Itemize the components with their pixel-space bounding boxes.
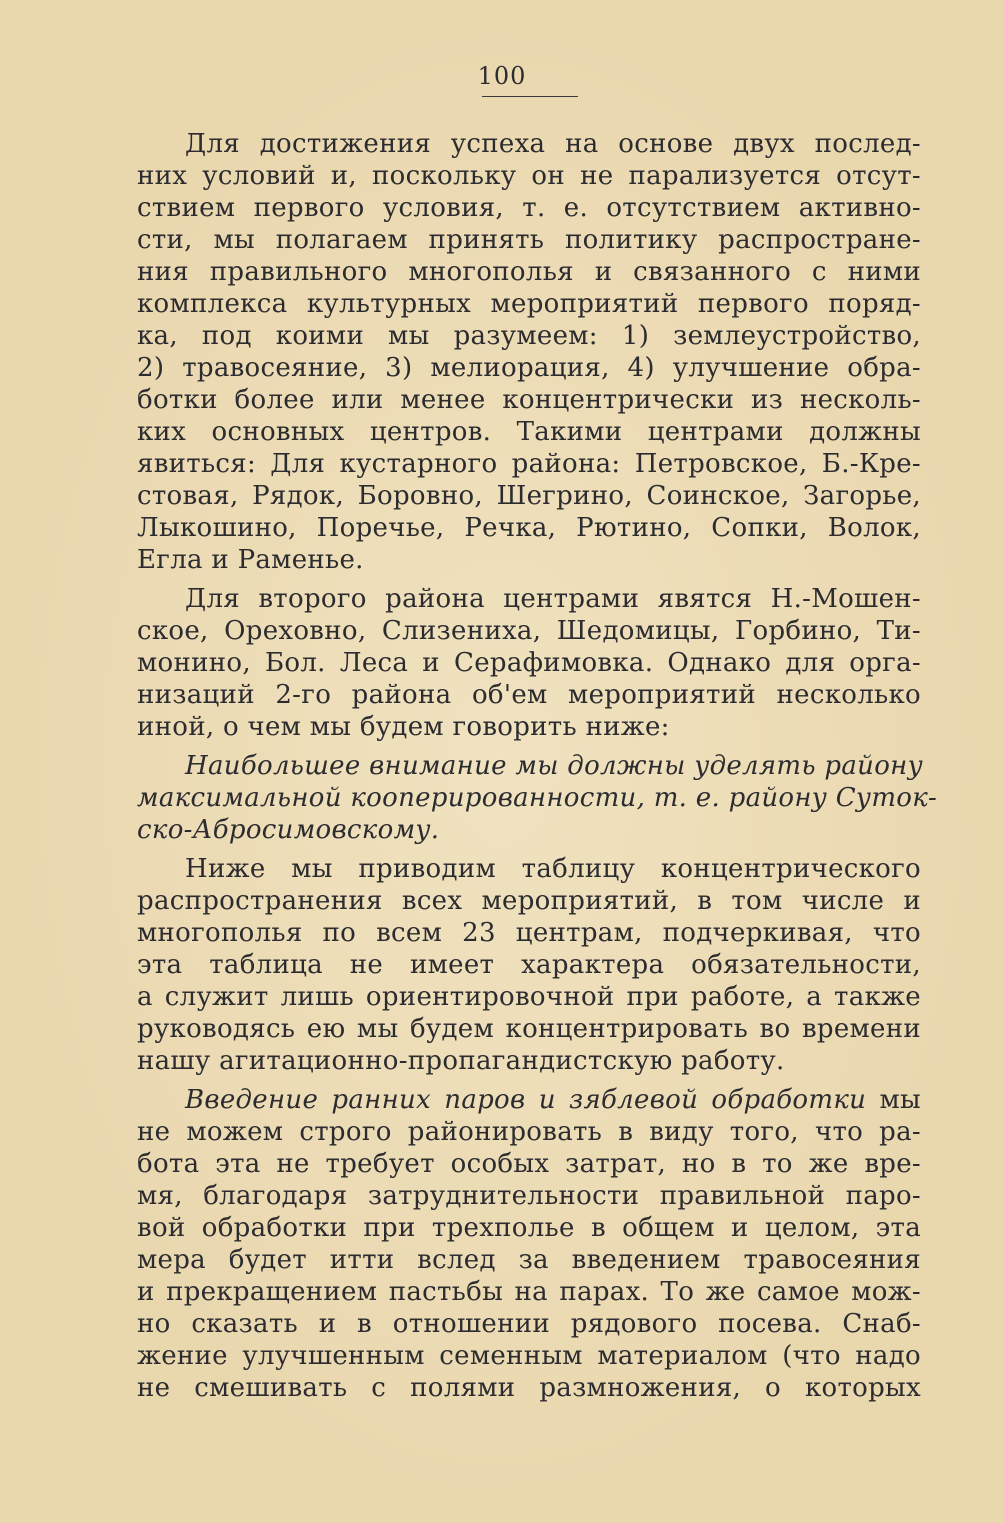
- text-line: низаций 2-го района об'ем мероприятий несколько: [137, 680, 921, 710]
- text-line: Для второго района центрами явятся Н.-Мошен-: [185, 584, 921, 614]
- text-line: вой обработки при трехполье в общем и целом, эта: [137, 1213, 921, 1243]
- text-line: ка, под коими мы разумеем: 1) землеустройство,: [137, 321, 921, 351]
- text-line: Наибольшее внимание мы должны уделять району: [185, 751, 923, 781]
- text-line: ское, Ореховно, Слизениха, Шедомицы, Горбино, Ти-: [137, 616, 921, 646]
- header-rule: [482, 96, 578, 97]
- text-line: распространения всех мероприятий, в том числе и: [137, 886, 921, 916]
- text-line: руководясь ею мы будем концентрировать во времени: [137, 1014, 921, 1044]
- paragraph-1: [137, 128, 921, 576]
- paragraph-5: [137, 1084, 921, 1404]
- paragraph-3-emphasis: [137, 750, 938, 846]
- text-line: эта таблица не имеет характера обязательности,: [137, 950, 921, 980]
- text-line: 2) травосеяние, 3) мелиорация, 4) улучшение обра-: [137, 353, 921, 383]
- text-line: Ниже мы приводим таблицу концентрического: [185, 854, 921, 884]
- text-line: стовая, Рядок, Боровно, Шегрино, Соинское, Загорье,: [137, 481, 921, 511]
- text-line-italic-lead: [137, 1084, 921, 1116]
- lead-rest: мы: [866, 1085, 921, 1115]
- text-line: явиться: Для кустарного района: Петровское, Б.-Кре-: [137, 449, 921, 479]
- text-line: максимальной кооперированности, т. е. району Суток-: [137, 783, 938, 813]
- paragraph-2: [137, 583, 921, 743]
- text-line: ствием первого условия, т. е. отсутствием активно-: [137, 193, 921, 223]
- text-line: мера будет итти вслед за введением травосеяния: [137, 1245, 921, 1275]
- text-line: и прекращением пастьбы на парах. То же самое мож-: [137, 1277, 921, 1307]
- italic-lead-phrase: Введение ранних паров и зяблевой обработки: [185, 1085, 867, 1115]
- text-line: ско-Абросимовскому.: [137, 815, 440, 845]
- text-line: них условий и, поскольку он не парализуется отсут-: [137, 161, 921, 191]
- text-line: иной, о чем мы будем говорить ниже:: [137, 712, 670, 742]
- text-line: ботки более или менее концентрически из несколь-: [137, 385, 921, 415]
- text-line: сти, мы полагаем принять политику распростране-: [137, 225, 921, 255]
- text-line: Лыкошино, Поречье, Речка, Рютино, Сопки, Волок,: [137, 513, 921, 543]
- text-line: не смешивать с полями размножения, о которых: [137, 1373, 921, 1403]
- text-line: не можем строго районировать в виду того, что ра-: [137, 1117, 921, 1147]
- page-number: 100: [477, 62, 527, 90]
- text-line: жение улучшенным семенным материалом (что надо: [137, 1341, 921, 1371]
- text-line: нашу агитационно-пропагандистскую работу.: [137, 1046, 785, 1076]
- text-line: ния правильного многополья и связанного с ними: [137, 257, 921, 287]
- text-line: Для достижения успеха на основе двух послед-: [185, 129, 921, 159]
- text-line: ких основных центров. Такими центрами должны: [137, 417, 921, 447]
- text-line: но сказать и в отношении рядового посева. Снаб-: [137, 1309, 921, 1339]
- text-line: комплекса культурных мероприятий первого поряд-: [137, 289, 921, 319]
- text-line: монино, Бол. Леса и Серафимовка. Однако для орга-: [137, 648, 921, 678]
- text-line: бота эта не требует особых затрат, но в то же вре-: [137, 1149, 921, 1179]
- paragraph-4: [137, 853, 921, 1077]
- text-line: Егла и Раменье.: [137, 545, 364, 575]
- text-line: а служит лишь ориентировочной при работе, а также: [137, 982, 921, 1012]
- text-line: многополья по всем 23 центрам, подчеркивая, что: [137, 918, 921, 948]
- body-text: [137, 128, 938, 1404]
- text-line: мя, благодаря затруднительности правильной паро-: [137, 1181, 921, 1211]
